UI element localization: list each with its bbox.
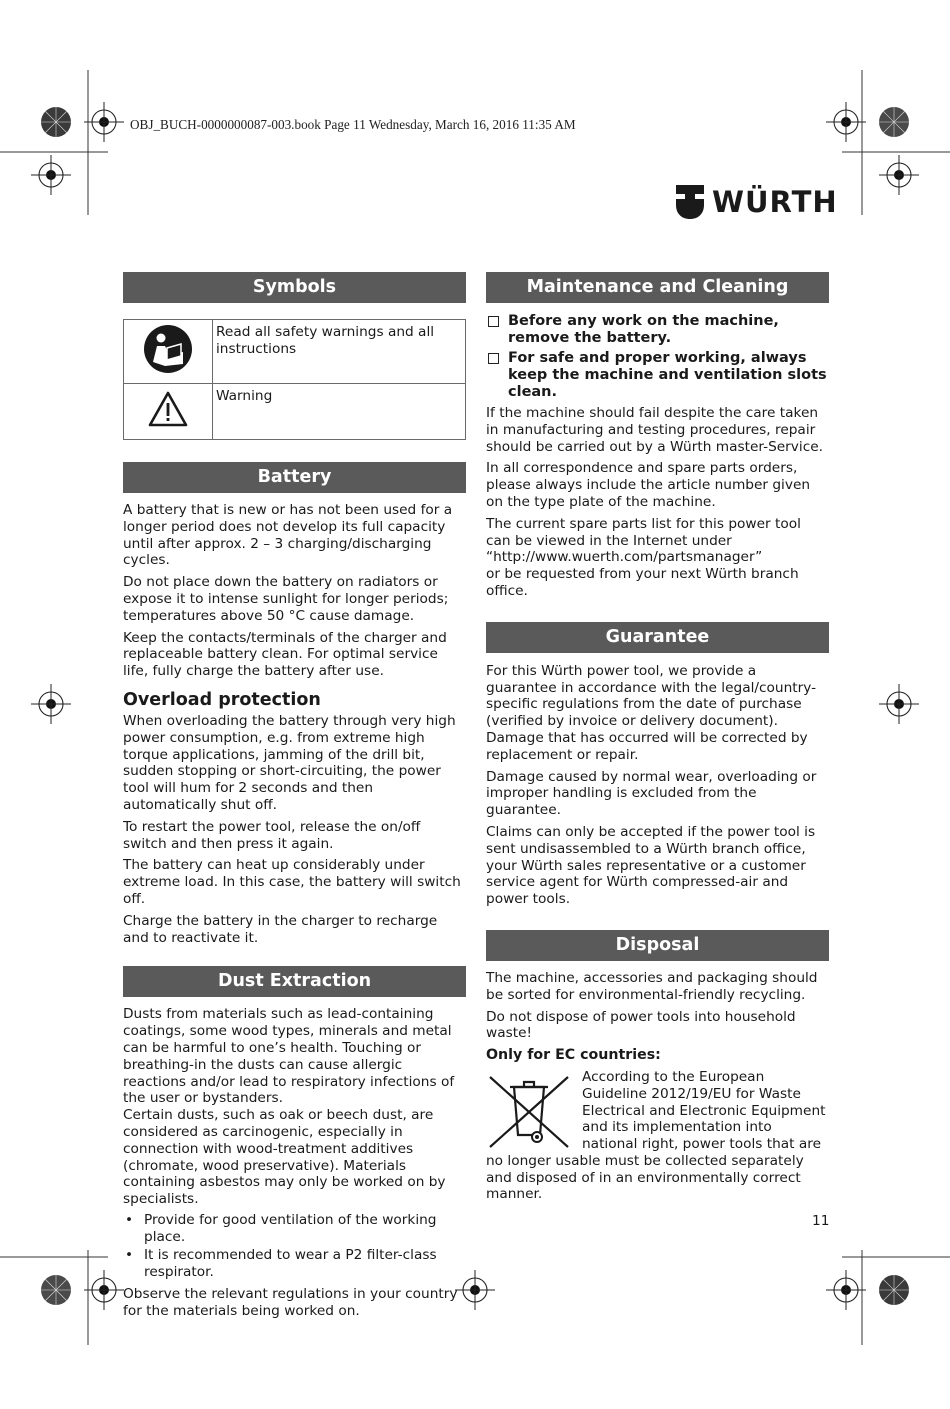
- ec-heading: Only for EC countries:: [486, 1047, 661, 1064]
- battery-paragraph: Do not place down the battery on radiators or expose it to intense sunlight for longer periods; temperatures above 50 °C cause damage.: [123, 574, 449, 624]
- warning-triangle-icon: [148, 391, 188, 427]
- maintenance-paragraph: If the machine should fail despite the care taken in manufacturing and testing procedures, repair should be carried out by a Würth master-Service.: [486, 405, 823, 455]
- symbol-row: [124, 384, 466, 440]
- guarantee-paragraph: Claims can only be accepted if the power tool is sent undisassembled to a Würth branch office, your Würth sales representative or a customer service agent for Würth compressed-air and power tools.: [486, 823, 816, 908]
- maintenance-heading: Maintenance and Cleaning: [486, 272, 829, 303]
- dust-paragraph: Dusts from materials such as lead-containing coatings, some wood types, minerals and metal can be harmful to one’s health. Touching or breathing-in the dusts can cause allergic reactions and/or lead to respiratory infections of the user or bystanders.: [123, 1006, 455, 1107]
- maintenance-paragraph: In all correspondence and spare parts orders, please always include the article number given on the type plate of the machine.: [486, 460, 811, 510]
- symbols-heading: Symbols: [123, 272, 466, 303]
- left-column: [123, 272, 466, 1324]
- battery-paragraph: A battery that is new or has not been used for a longer period does not develop its full capacity until after approx. 2 – 3 charging/discharging cycles.: [123, 502, 453, 569]
- overload-heading: Overload protection: [123, 689, 321, 710]
- guarantee-paragraph: For this Würth power tool, we provide a guarantee in accordance with the legal/country-specific regulations from the date of purchase (verified by invoice or delivery document). Damage that has occurred will be corrected by replacement or repair.: [486, 662, 817, 763]
- disposal-paragraph: The machine, accessories and packaging should be sorted for environmental-friendly recycling.: [486, 969, 818, 1003]
- checkbox-icon: [488, 353, 499, 364]
- symbol-icon-cell: [124, 320, 213, 384]
- symbols-table: [123, 319, 466, 440]
- disposal-heading: Disposal: [486, 930, 829, 961]
- list-item: • It is recommended to wear a P2 filter-class respirator.: [123, 1247, 466, 1282]
- checklist-item: For safe and proper working, always keep the machine and ventilation slots clean.: [486, 350, 829, 401]
- battery-paragraph: Keep the contacts/terminals of the charger and replaceable battery clean. For optimal service life, fully charge the battery after use.: [123, 629, 447, 680]
- overload-paragraph: When overloading the battery through very high power consumption, e.g. from extreme high torque applications, jamming of the drill bit, sudden stopping or short-circuiting, the power tool will hum for 2 seconds and then automatically shut off.: [123, 712, 456, 813]
- dust-paragraph: Observe the relevant regulations in your country for the materials being worked on.: [123, 1285, 458, 1319]
- guarantee-paragraph: Damage caused by normal wear, overloading or improper handling is excluded from the guarantee.: [486, 768, 817, 819]
- brand-name: WÜRTH: [712, 185, 838, 219]
- overload-paragraph: Charge the battery in the charger to recharge and to reactivate it.: [123, 912, 438, 946]
- dust-extraction-heading: Dust Extraction: [123, 966, 466, 997]
- maintenance-paragraph: or be requested from your next Würth branch office.: [486, 566, 799, 599]
- battery-heading: Battery: [123, 462, 466, 493]
- dust-bullet-list: [123, 1212, 466, 1282]
- list-item: • Provide for good ventilation of the working place.: [123, 1212, 466, 1247]
- page-number: 11: [812, 1213, 830, 1229]
- symbol-text: Warning: [213, 384, 466, 440]
- wurth-logo-icon: [676, 185, 704, 219]
- dust-paragraph: Certain dusts, such as oak or beech dust, are considered as carcinogenic, especially in connection with wood-treatment additives (chromate, wood preservative). Materials containing asbestos may only be worked on by specialists.: [123, 1107, 446, 1208]
- parts-manager-link[interactable]: “http://www.wuerth.com/partsmanager”: [486, 549, 763, 566]
- read-manual-icon: [143, 324, 193, 374]
- symbol-icon-cell: [124, 384, 213, 440]
- weee-paragraph: According to the European Guideline 2012/19/EU for Waste Electrical and Electronic Equipment and its implementation into national right, power tools that are no longer usable must be collected separately and disposed of in an environmentally correct manner.: [486, 1068, 826, 1203]
- overload-paragraph: The battery can heat up considerably under extreme load. In this case, the battery will switch off.: [123, 857, 461, 907]
- checklist-item: Before any work on the machine, remove the battery.: [486, 313, 829, 347]
- wurth-logo: [676, 184, 838, 220]
- maintenance-paragraph: The current spare parts list for this power tool can be viewed in the Internet under: [486, 515, 801, 549]
- symbol-row: [124, 320, 466, 384]
- weee-block: [486, 1069, 829, 1203]
- disposal-paragraph: Do not dispose of power tools into household waste!: [486, 1008, 796, 1042]
- file-header-line: OBJ_BUCH-0000000087-003.book Page 11 Wednesday, March 16, 2016 11:35 AM: [130, 117, 576, 132]
- crossed-bin-icon: [486, 1073, 578, 1151]
- symbol-text: Read all safety warnings and all instructions: [213, 320, 466, 384]
- checkbox-icon: [488, 316, 499, 327]
- right-column: [486, 272, 829, 1208]
- overload-paragraph: To restart the power tool, release the on/off switch and then press it again.: [123, 818, 421, 852]
- guarantee-heading: Guarantee: [486, 622, 829, 653]
